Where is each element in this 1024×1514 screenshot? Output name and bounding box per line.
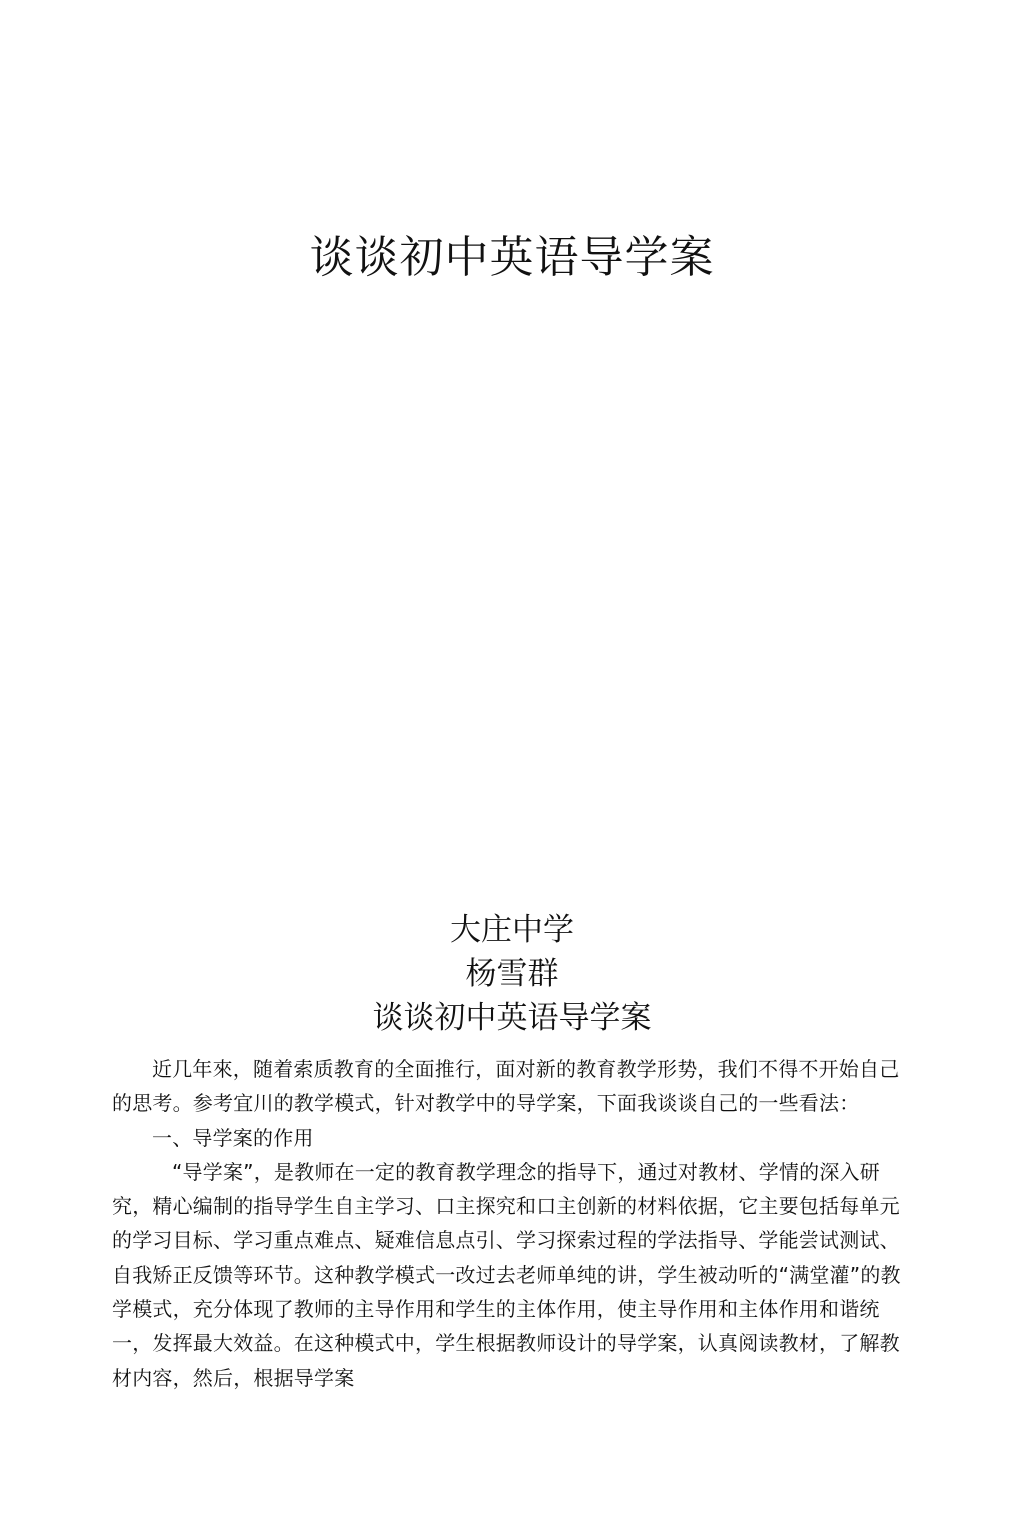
section-heading: 一、导学案的作用 bbox=[152, 1125, 314, 1150]
body-text bbox=[112, 1052, 902, 1395]
document-title: 谈谈初中英语导学案 bbox=[309, 232, 715, 283]
paragraph-intro: 近几年來，随着索质教育的全面推行，面对新的教育教学形势，我们不得不开始自己的思考。参考宜川的教学模式，针对教学中的导学案，下面我谈谈自己的一些看法： bbox=[112, 1057, 900, 1116]
byline-block bbox=[0, 908, 1024, 1040]
author-name: 杨雪群 bbox=[465, 956, 559, 992]
paragraph-body: “导学案”，是教师在一定的教育教学理念的指导下，通过对教材、学情的深入研究，精心编制的指导学生自主学习、口主探究和口主创新的材料依据，它主要包括每单元的学习目标、学习重点难点、疑难信息点引、学习探索过程的学法指导、学能尝试测试、自我矫正反馈等环节。这种教学模式一改过去老师单纯的讲，学生被动听的“满堂灌”的教学模式，充分体现了教师的主导作用和学生的主体作用，使主导作用和主体作用和谐统一，发挥最大效益。在这种模式中，学生根据教师设计的导学案，认真阅读教材，了解教材内容，然后，根据导学案 bbox=[112, 1159, 901, 1390]
document-subtitle: 谈谈初中英语导学案 bbox=[372, 1000, 652, 1036]
school-name: 大庄中学 bbox=[450, 912, 574, 948]
